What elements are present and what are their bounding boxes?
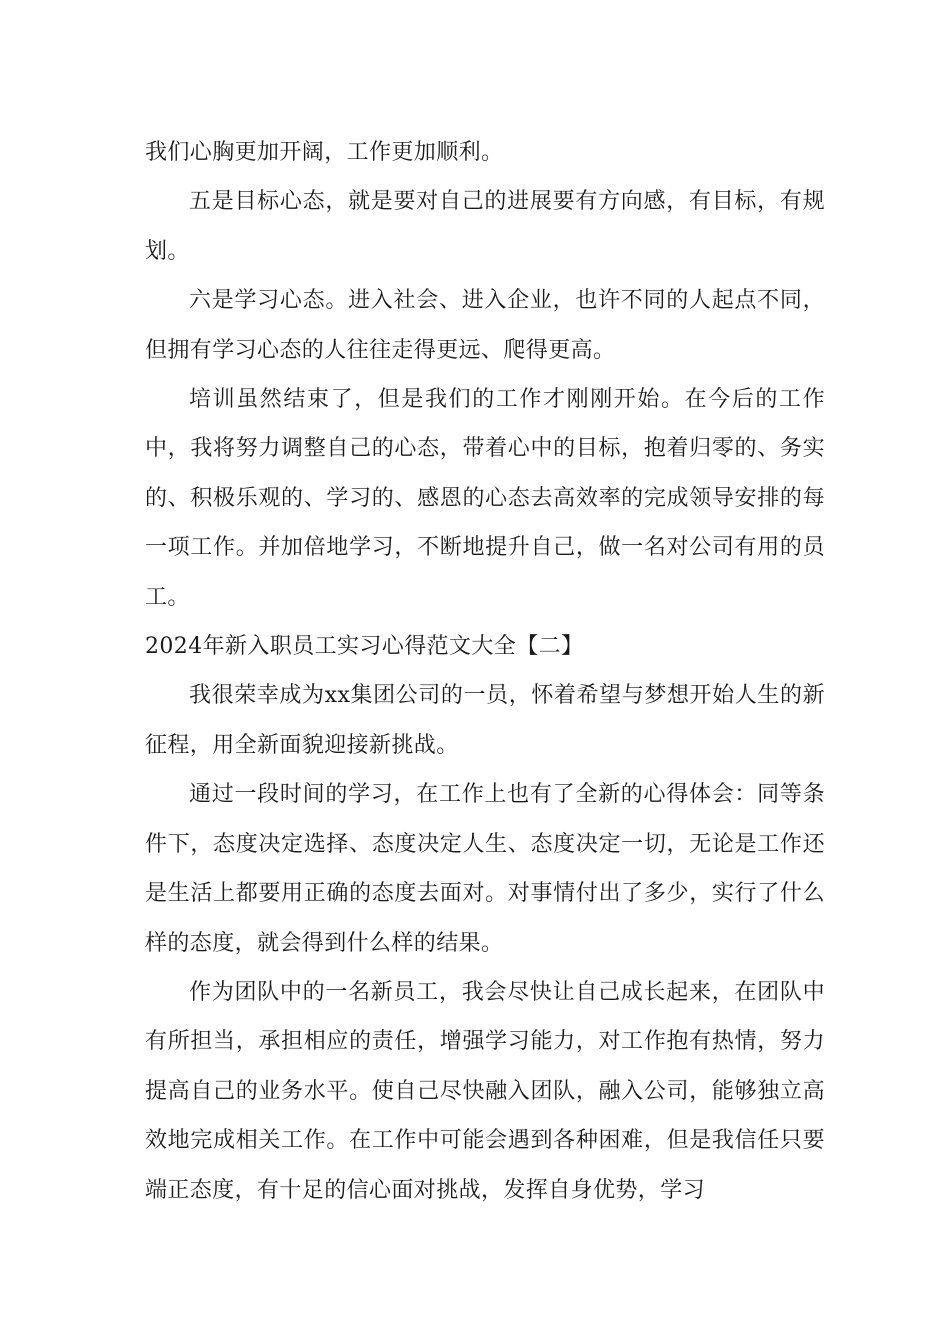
paragraph-team-growth: 作为团队中的一名新员工，我会尽快让自己成长起来，在团队中有所担当，承担相应的责任，增强学习能力，对工作抱有热情，努力提高自己的业务水平。使自己尽快融入团队，融入公司，能够独立高效地完成相关工作。在工作中可能会遇到各种困难，但是我信任只要端正态度，有十足的信心面对挑战，发挥自身优势，学习 bbox=[145, 979, 825, 1203]
paragraph-continuation: 我们心胸更加开阔，工作更加顺利。 bbox=[145, 140, 504, 165]
paragraph-training-summary: 培训虽然结束了，但是我们的工作才刚刚开始。在今后的工作中，我将努力调整自己的心态，带着心中的目标，抱着归零的、务实的、积极乐观的、学习的、感恩的心态去高效率的完成领导安排的每一项工作。并加倍地学习，不断地提升自己，做一名对公司有用的员工。 bbox=[145, 387, 825, 610]
paragraph-honor-join: 我很荣幸成为xx集团公司的一员，怀着希望与梦想开始人生的新征程，用全新面貌迎接新挑战。 bbox=[145, 683, 825, 758]
paragraph-learning-mindset: 六是学习心态。进入社会、进入企业，也许不同的人起点不同，但拥有学习心态的人往往走得更远、爬得更高。 bbox=[145, 288, 825, 363]
document-body bbox=[145, 128, 825, 1215]
paragraph-goal-mindset: 五是目标心态，就是要对自己的进展要有方向感，有目标，有规划。 bbox=[145, 189, 825, 264]
paragraph-attitude: 通过一段时间的学习，在工作上也有了全新的心得体会：同等条件下，态度决定选择、态度决定人生、态度决定一切，无论是工作还是生活上都要用正确的态度去面对。对事情付出了多少，实行了什么样的态度，就会得到什么样的结果。 bbox=[145, 782, 825, 956]
section-heading: 2024年新入职员工实习心得范文大全【二】 bbox=[145, 634, 584, 660]
